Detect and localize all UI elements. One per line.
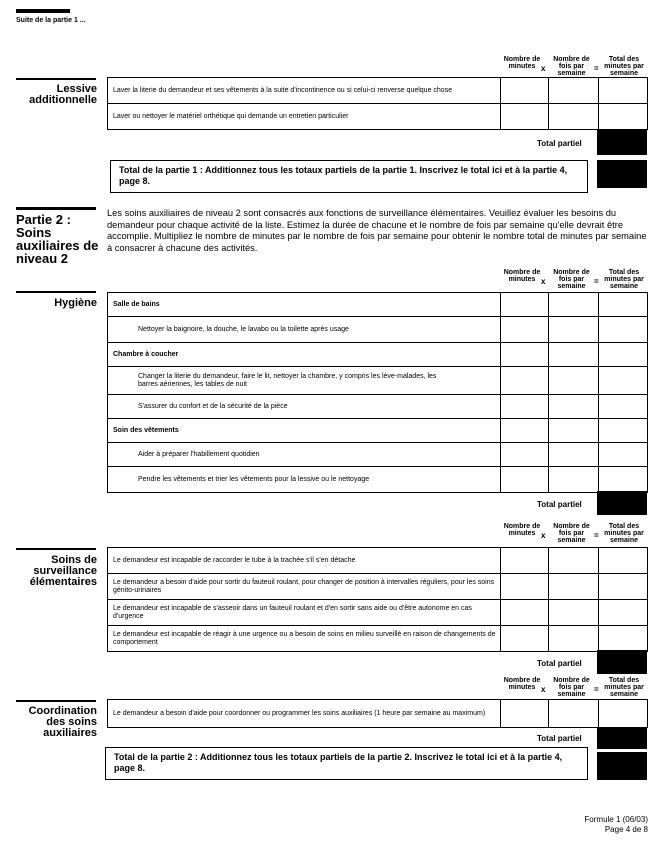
times-cell[interactable] [549, 443, 598, 467]
surveillance-table [107, 547, 648, 652]
times-cell[interactable] [549, 548, 598, 574]
part2-total-text: Total de la partie 2 : Additionnez tous les totaux partiels de la partie 2. Inscrivez le total ici et à la partie 4, page 8. [114, 752, 563, 773]
footer-form: Formule 1 (06/03) [584, 815, 648, 824]
section-rule [16, 78, 96, 80]
row-desc: Pendre les vêtements et trier les vêtements pour la lessive ou le nettoyage [108, 467, 501, 493]
col-headers-1 [497, 55, 647, 77]
section-rule [16, 700, 96, 702]
times-cell[interactable] [549, 367, 598, 395]
section-title-coordination: Coordination des soins auxiliaires [28, 705, 97, 739]
times-cell[interactable] [549, 78, 598, 104]
row-desc: Aider à préparer l'habillement quotidien [108, 443, 501, 467]
row-desc: Laver la literie du demandeur et ses vêtements à la suite d'incontinence ou si celui-ci renverse quelque chose [108, 78, 501, 104]
table-row [108, 104, 648, 130]
col-x: x [541, 531, 546, 540]
table-row [108, 78, 648, 104]
subtotal-label: Total partiel [537, 734, 582, 743]
part2-total-box [105, 747, 588, 780]
subtotal-box[interactable] [597, 130, 647, 155]
col-headers-4 [497, 676, 647, 698]
table-row [108, 700, 648, 728]
total-cell[interactable] [598, 78, 647, 104]
total-cell[interactable] [598, 395, 647, 419]
total-cell[interactable] [598, 548, 647, 574]
col-x: x [541, 277, 546, 286]
times-cell[interactable] [549, 419, 598, 443]
times-cell[interactable] [549, 467, 598, 493]
col-eq: = [594, 277, 599, 286]
table-row [108, 443, 648, 467]
total-cell[interactable] [598, 419, 647, 443]
minutes-cell[interactable] [500, 443, 548, 467]
col-headers-3 [497, 522, 647, 544]
row-header: Chambre à coucher [108, 343, 501, 367]
times-cell[interactable] [549, 317, 598, 343]
table-row [108, 367, 648, 395]
table-row [108, 343, 648, 367]
col-eq: = [594, 685, 599, 694]
minutes-cell[interactable] [500, 104, 548, 130]
total-cell[interactable] [598, 600, 647, 626]
minutes-cell[interactable] [500, 293, 548, 317]
col-total: Total des minutes par semaine [604, 677, 644, 698]
col-minutes: Nombre de minutes [503, 523, 541, 537]
subtotal-box[interactable] [597, 727, 647, 749]
hygiene-table [107, 292, 648, 493]
section-title-lessive: Lessive additionnelle [29, 83, 97, 106]
col-times: Nombre de fois par semaine [553, 269, 590, 290]
lessive-table [107, 77, 648, 130]
total-cell[interactable] [598, 443, 647, 467]
col-minutes: Nombre de minutes [503, 56, 541, 70]
table-row [108, 626, 648, 652]
part1-total-box [110, 160, 588, 193]
table-row [108, 395, 648, 419]
col-x: x [541, 64, 546, 73]
row-header: Soin des vêtements [108, 419, 501, 443]
section-rule [16, 548, 96, 550]
row-desc: Le demandeur est incapable de s'asseoir dans un fauteuil roulant et d'en sortir sans aide ou d'être autonome en cas d'urgence [108, 600, 501, 626]
table-row [108, 467, 648, 493]
minutes-cell[interactable] [500, 574, 548, 600]
minutes-cell[interactable] [500, 317, 548, 343]
part1-total-field[interactable] [597, 160, 647, 188]
col-x: x [541, 685, 546, 694]
total-cell[interactable] [598, 626, 647, 652]
row-desc: Laver ou nettoyer le matériel orthétique qui demande un entretien particulier [108, 104, 501, 130]
col-times: Nombre de fois par semaine [553, 523, 590, 544]
part1-total-text: Total de la partie 1 : Additionnez tous les totaux partiels de la partie 1. Inscrivez le total ici et à la partie 4, page 8. [119, 165, 568, 186]
total-cell[interactable] [598, 104, 647, 130]
minutes-cell[interactable] [500, 367, 548, 395]
col-eq: = [594, 531, 599, 540]
subtotal-label: Total partiel [537, 500, 582, 509]
times-cell[interactable] [549, 626, 598, 652]
row-desc: S'assurer du confort et de la sécurité de la pièce [108, 395, 501, 419]
row-desc: Le demandeur est incapable de réagir à une urgence ou a besoin de soins en milieu surveillé en raison de changements de comportement [108, 626, 501, 652]
section-rule [16, 291, 96, 293]
table-row [108, 548, 648, 574]
table-row [108, 419, 648, 443]
times-cell[interactable] [549, 600, 598, 626]
col-eq: = [594, 64, 599, 73]
coordination-table [107, 699, 648, 728]
minutes-cell[interactable] [500, 548, 548, 574]
col-total: Total des minutes par semaine [604, 269, 644, 290]
total-cell[interactable] [598, 317, 647, 343]
continued-label: Suite de la partie 1 ... [16, 17, 86, 24]
times-cell[interactable] [549, 293, 598, 317]
total-cell[interactable] [598, 574, 647, 600]
subtotal-label: Total partiel [537, 139, 582, 148]
minutes-cell[interactable] [500, 419, 548, 443]
subtotal-label: Total partiel [537, 659, 582, 668]
col-minutes: Nombre de minutes [503, 269, 541, 283]
section-title-hygiene: Hygiène [54, 297, 97, 309]
row-desc: Le demandeur est incapable de raccorder le tube à la trachée s'il s'en détache [108, 548, 501, 574]
part2-intro: Les soins auxiliaires de niveau 2 sont consacrés aux fonctions de surveillance élémentaires. Veuillez évaluer les besoins du demandeur pour chaque activité de la liste. Estimez la durée de chacune et le nombre de fois par semaine qu'elle devrait être accomplie. Multipliez le nombre de minutes par le nombre de fois par semaine pour obtenir le nombre total de minutes par semaine à consacrer à chacune des activités. [107, 208, 647, 253]
part2-rule [16, 207, 96, 210]
total-cell[interactable] [598, 293, 647, 317]
times-cell[interactable] [549, 574, 598, 600]
times-cell[interactable] [549, 104, 598, 130]
total-cell[interactable] [598, 700, 647, 728]
minutes-cell[interactable] [500, 343, 548, 367]
col-total: Total des minutes par semaine [604, 56, 644, 77]
col-total: Total des minutes par semaine [604, 523, 644, 544]
col-headers-2 [497, 268, 647, 290]
minutes-cell[interactable] [500, 78, 548, 104]
total-cell[interactable] [598, 467, 647, 493]
times-cell[interactable] [549, 395, 598, 419]
row-desc: Le demandeur a besoin d'aide pour coordonner ou programmer les soins auxiliaires (1 heure par semaine au maximum) [108, 700, 501, 728]
row-desc: Changer la literie du demandeur, faire le lit, nettoyer la chambre, y compris les lève-malades, les barres aériennes, les tables de nuit [108, 367, 501, 395]
minutes-cell[interactable] [500, 395, 548, 419]
subtotal-box[interactable] [597, 491, 647, 515]
top-bar [16, 9, 70, 13]
times-cell[interactable] [549, 343, 598, 367]
table-row [108, 317, 648, 343]
col-times: Nombre de fois par semaine [553, 677, 590, 698]
col-times: Nombre de fois par semaine [553, 56, 590, 77]
section-title-surveillance: Soins de surveillance élémentaires [29, 554, 97, 588]
subtotal-box[interactable] [597, 650, 647, 674]
row-desc: Le demandeur a besoin d'aide pour sortir du fauteuil roulant, pour changer de position à intervalles réguliers, pour les soins génito-urinaires [108, 574, 501, 600]
minutes-cell[interactable] [500, 626, 548, 652]
table-row [108, 293, 648, 317]
table-row [108, 574, 648, 600]
times-cell[interactable] [549, 700, 598, 728]
col-minutes: Nombre de minutes [503, 677, 541, 691]
table-row [108, 600, 648, 626]
part2-title: Partie 2 : Soins auxiliaires de niveau 2 [16, 212, 99, 266]
total-cell[interactable] [598, 367, 647, 395]
minutes-cell[interactable] [500, 700, 548, 728]
footer-page: Page 4 de 8 [604, 825, 648, 834]
row-header: Salle de bains [108, 293, 501, 317]
part2-total-field[interactable] [597, 752, 647, 780]
total-cell[interactable] [598, 343, 647, 367]
row-desc: Nettoyer la baignoire, la douche, le lavabo ou la toilette après usage [108, 317, 501, 343]
minutes-cell[interactable] [500, 467, 548, 493]
minutes-cell[interactable] [500, 600, 548, 626]
